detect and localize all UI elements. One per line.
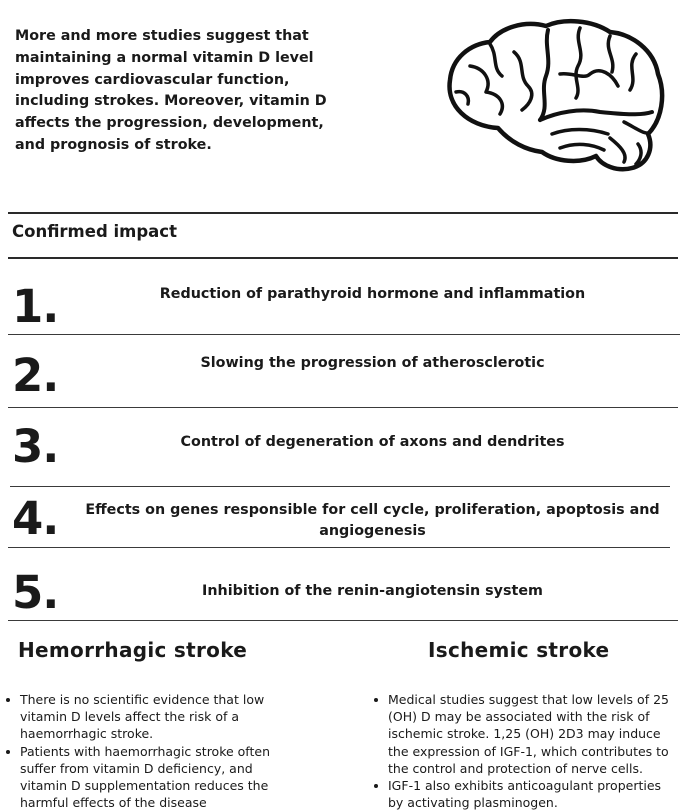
item-text-line: Slowing the progression of atherosclerotic xyxy=(200,355,545,371)
list-item xyxy=(372,691,677,777)
item-text xyxy=(80,353,665,374)
intro-line: improves cardiovascular function, xyxy=(15,71,290,88)
list-item-line: There is no scientific evidence that low xyxy=(20,692,265,707)
list-item xyxy=(4,691,324,743)
section-title: Confirmed impact xyxy=(12,222,177,241)
intro-line: maintaining a normal vitamin D level xyxy=(15,49,314,66)
intro-paragraph xyxy=(15,26,345,157)
list-item-line: vitamin D supplementation reduces the xyxy=(20,778,269,794)
list-item xyxy=(372,777,677,811)
intro-line: and prognosis of stroke. xyxy=(15,136,212,153)
hemorrhagic-list xyxy=(4,691,324,811)
item-text xyxy=(80,500,665,542)
item-divider xyxy=(8,547,670,548)
list-item-line: haemorrhagic stroke. xyxy=(20,726,154,742)
list-item xyxy=(4,743,324,811)
list-item-line: harmful effects of the disease xyxy=(20,795,207,811)
intro-line: More and more studies suggest that xyxy=(15,28,309,44)
hemorrhagic-title: Hemorrhagic stroke xyxy=(18,638,248,662)
item-number: 1. xyxy=(12,280,59,333)
ischemic-title: Ischemic stroke xyxy=(428,638,610,662)
list-item-line: Patients with haemorrhagic stroke often xyxy=(20,743,270,759)
intro-line: affects the progression, development, xyxy=(15,115,324,132)
item-number: 3. xyxy=(12,420,59,473)
list-item-line: vitamin D levels affect the risk of a xyxy=(20,709,240,725)
section-divider xyxy=(8,212,678,214)
list-item-line: suffer from vitamin D deficiency, and xyxy=(20,760,253,776)
brain-icon xyxy=(440,16,668,174)
list-item-line: the expression of IGF-1, which contributes to xyxy=(388,743,669,759)
item-divider xyxy=(8,334,680,335)
intro-line: including strokes. Moreover, vitamin D xyxy=(15,93,327,110)
item-divider xyxy=(10,486,670,487)
item-text xyxy=(80,432,665,453)
item-number: 5. xyxy=(12,566,59,619)
list-item-line: by activating plasminogen. xyxy=(388,795,558,811)
item-number: 2. xyxy=(12,349,59,402)
item-text-line: angiogenesis xyxy=(319,523,426,539)
list-item-line: ischemic stroke. 1,25 (OH) 2D3 may induce xyxy=(388,726,661,742)
section-divider xyxy=(8,257,678,259)
ischemic-list xyxy=(372,691,677,811)
item-text-line: Inhibition of the renin-angiotensin system xyxy=(202,583,543,599)
item-text xyxy=(80,581,665,602)
list-item-line: IGF-1 also exhibits anticoagulant properties xyxy=(388,778,662,794)
item-text xyxy=(80,284,665,305)
item-divider xyxy=(8,407,678,408)
list-item-line: the control and protection of nerve cells. xyxy=(388,760,643,776)
item-text-line: Reduction of parathyroid hormone and inflammation xyxy=(159,286,586,302)
item-divider xyxy=(8,620,678,621)
list-item-line: (OH) D may be associated with the risk of xyxy=(388,709,650,725)
item-number: 4. xyxy=(12,492,59,545)
item-text-line: Control of degeneration of axons and dendrites xyxy=(180,434,565,450)
item-text-line: Effects on genes responsible for cell cycle, proliferation, apoptosis and xyxy=(85,502,660,518)
list-item-line: Medical studies suggest that low levels of 25 xyxy=(388,692,669,707)
